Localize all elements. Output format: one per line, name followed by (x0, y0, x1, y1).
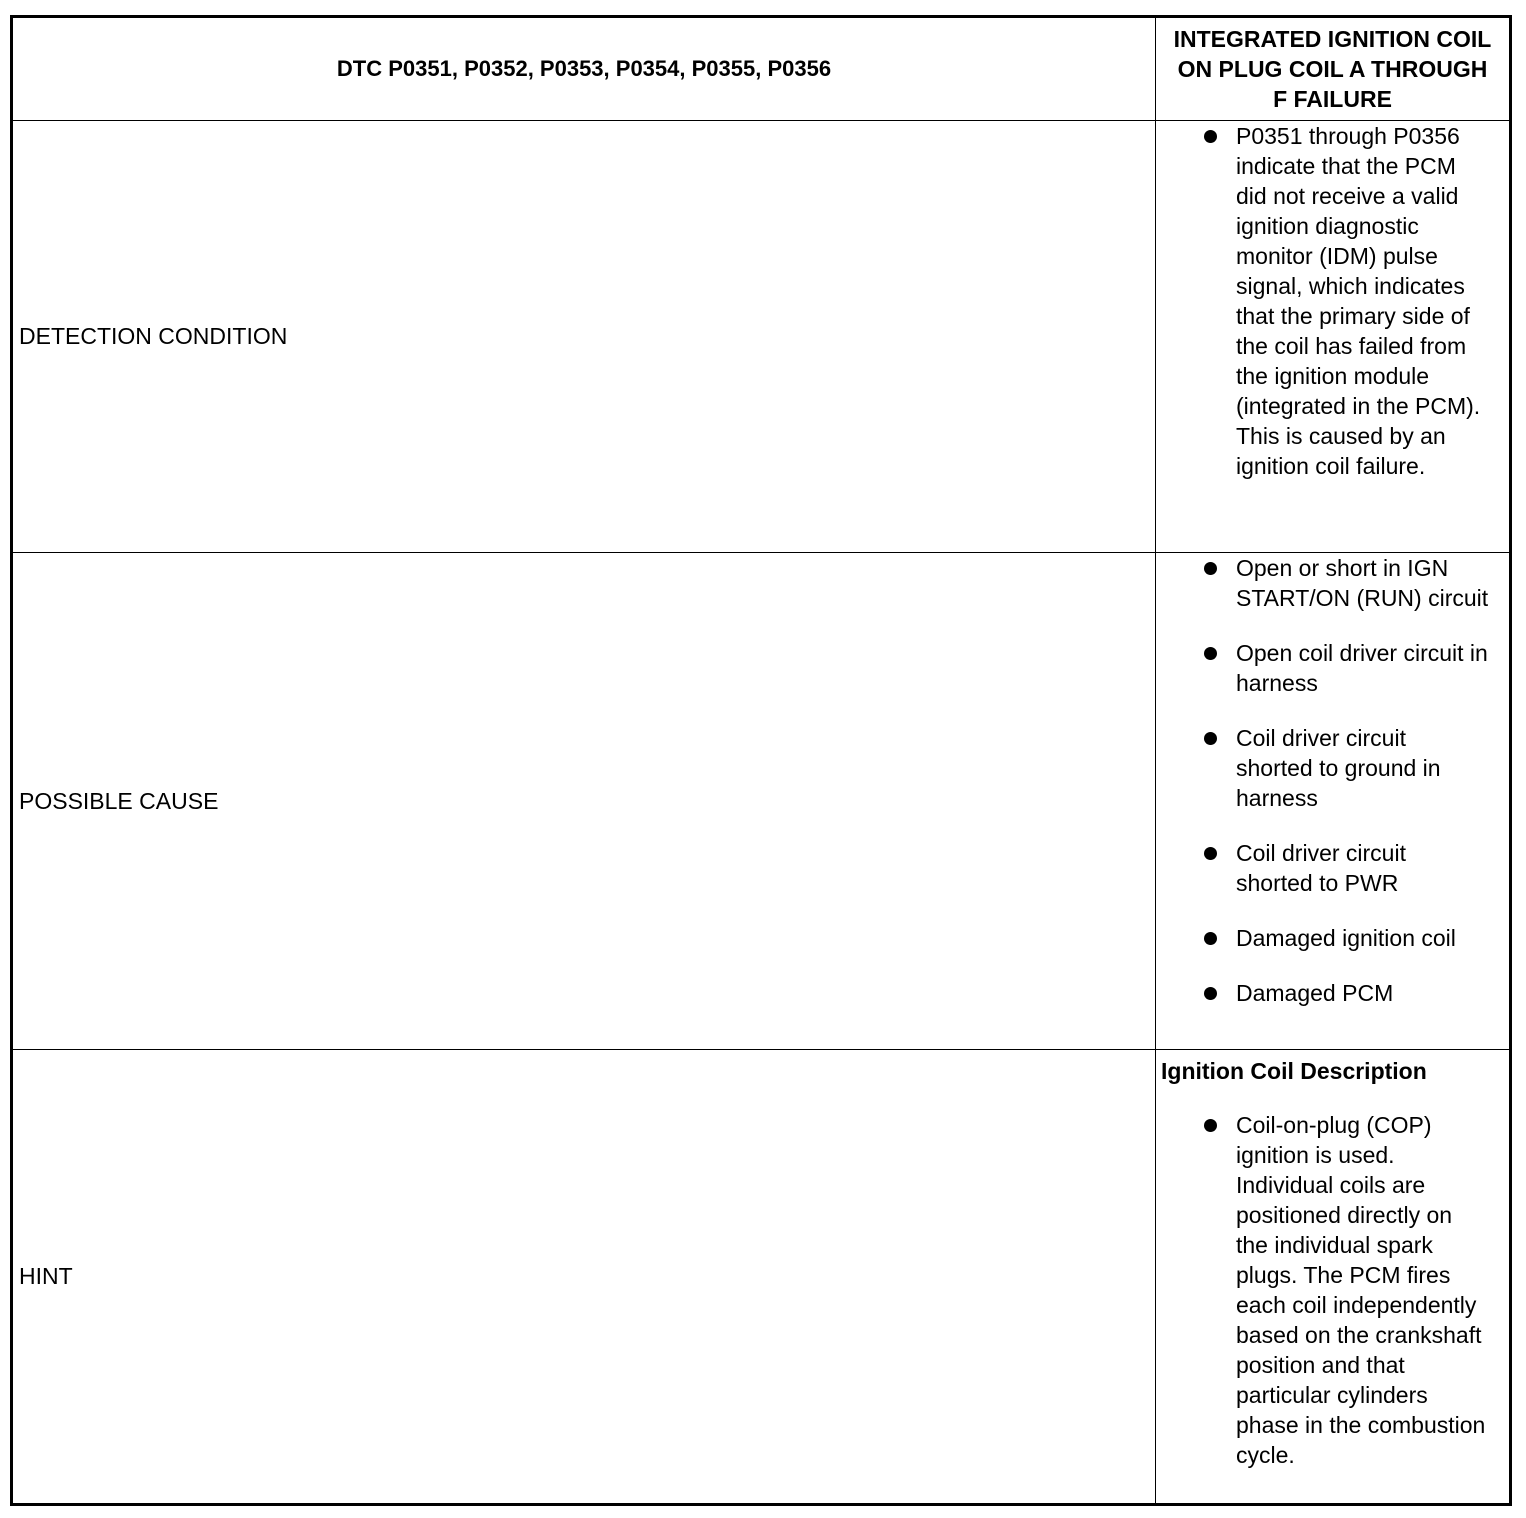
bullet-icon (1204, 932, 1217, 945)
list-item: Damaged PCM (1156, 978, 1509, 1008)
dtc-code-title: DTC P0351, P0352, P0353, P0354, P0355, P0356 (336, 56, 832, 81)
detection-label-cell (13, 121, 1156, 552)
detection-list (1156, 121, 1509, 481)
list-item: Coil-on-plug (COP) ignition is used. Individual coils are positioned directly on the individual spark plugs. The PCM fires each coil independently based on the crankshaft position and that particular cylinders phase in the combustion cycle. (1156, 1110, 1509, 1470)
bullet-icon (1204, 987, 1217, 1000)
hint-list (1156, 1110, 1509, 1470)
detection-content-cell (1156, 121, 1509, 552)
cause-label: POSSIBLE CAUSE (19, 787, 219, 814)
hint-content-cell (1156, 1050, 1509, 1503)
list-item: Coil driver circuit shorted to PWR (1156, 838, 1509, 898)
bullet-icon (1204, 1119, 1217, 1132)
cause-list (1156, 553, 1509, 1008)
header-description-cell (1156, 18, 1509, 120)
bullet-icon (1204, 647, 1217, 660)
list-item: P0351 through P0356 indicate that the PCM did not receive a valid ignition diagnostic monitor (IDM) pulse signal, which indicates that the primary side of the coil has failed from the ignition module (integrated in the PCM). This is caused by an ignition coil failure. (1156, 121, 1509, 481)
bullet-icon (1204, 847, 1217, 860)
hint-label-cell (13, 1050, 1156, 1503)
list-item: Open or short in IGN START/ON (RUN) circuit (1156, 553, 1509, 613)
hint-label: HINT (19, 1263, 73, 1289)
header-row (13, 18, 1509, 121)
bullet-icon (1204, 732, 1217, 745)
detection-row (13, 121, 1509, 553)
bullet-icon (1204, 130, 1217, 143)
list-item: Damaged ignition coil (1156, 923, 1509, 953)
list-item: Coil driver circuit shorted to ground in harness (1156, 723, 1509, 813)
list-item: Open coil driver circuit in harness (1156, 638, 1509, 698)
dtc-table (10, 15, 1512, 1506)
cause-label-cell (13, 553, 1156, 1049)
bullet-icon (1204, 562, 1217, 575)
hint-title: Ignition Coil Description (1161, 1058, 1427, 1084)
possible-cause-row (13, 553, 1509, 1050)
detection-label: DETECTION CONDITION (19, 323, 288, 349)
dtc-description: INTEGRATED IGNITION COIL ON PLUG COIL A THROUGH F FAILURE (1173, 26, 1492, 112)
header-code-cell (13, 18, 1156, 120)
cause-content-cell (1156, 553, 1509, 1049)
hint-row (13, 1050, 1509, 1503)
